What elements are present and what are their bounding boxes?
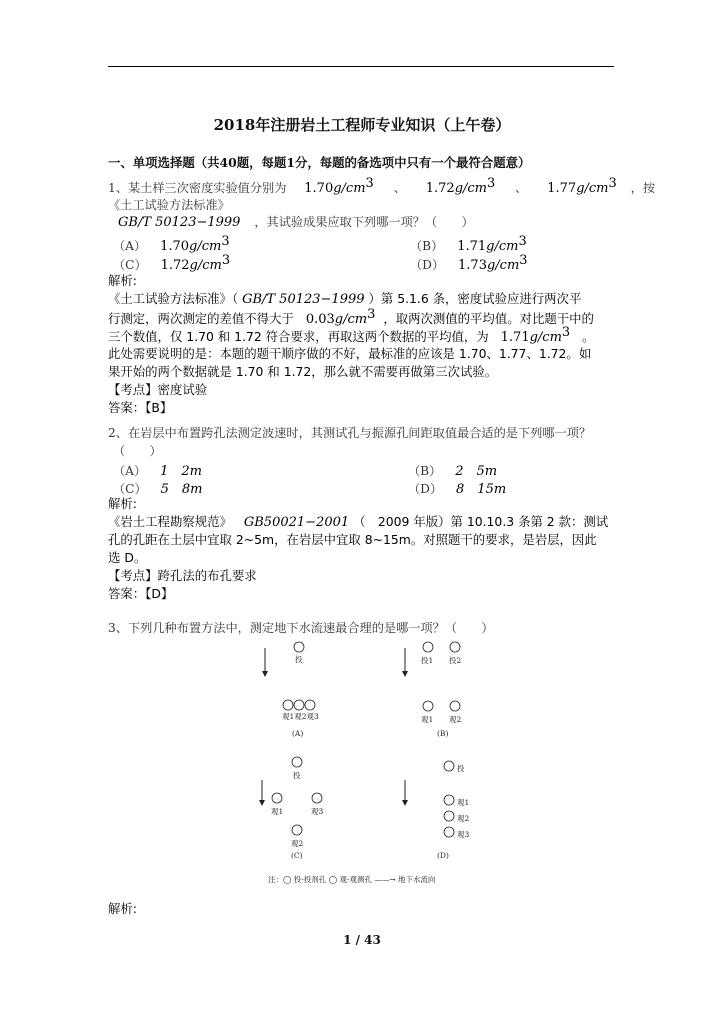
q1-value-3: 1.77 (547, 181, 577, 197)
q3-b-ctrl1-circle (423, 642, 433, 652)
q3-c-obs3-circle (312, 793, 322, 803)
q1-sep-1: 、 (393, 181, 406, 196)
q1-option-b-unit: g/cm (486, 239, 519, 255)
q3-c-obs1-label: 观1 (271, 807, 284, 816)
q1-option-b-sup: 3 (518, 234, 527, 249)
q1-analysis-line5: 果开始的两个数据就是 1.70 和 1.72，那么就不需要再做第三次试验。 (108, 364, 498, 379)
q3-c-obs3-label: 观3 (311, 807, 324, 816)
q3-b-obs2-label: 观2 (449, 715, 462, 724)
q1-option-c-sup: 3 (221, 253, 231, 268)
q1-stem-b: ，其试验成果应取下列哪一项？（ ） (254, 215, 474, 229)
q1-option-d-unit: g/cm (486, 258, 520, 274)
q2-paren: （ ） (113, 444, 162, 458)
q1-a3-value: 1.71 (500, 330, 530, 346)
q1-sup-1: 3 (365, 176, 374, 191)
q3-d-obs3-label: 观3 (457, 830, 470, 839)
q1-option-c-value: 1.72 (160, 258, 190, 274)
q1-a2-unit: g/cm (334, 312, 368, 328)
q1-value-1: 1.70 (304, 181, 334, 197)
q2-option-a-label: （A） (113, 464, 147, 478)
q1-a2-pre: 行测定，两次测定的差值不得大于 (108, 311, 294, 327)
q2-analysis-label: 解析: (108, 496, 137, 511)
q3-b-ctrl2-circle (450, 642, 460, 652)
q1-sep-2: 、 (515, 181, 528, 196)
q3-b-obs2-circle (450, 701, 460, 711)
q1-a2-post: ，取两次测值的平均值。对比题干中的 (383, 311, 594, 327)
q3-d-ctrl-label: 投 (457, 764, 465, 773)
q1-option-a-sup: 3 (221, 234, 230, 249)
q1-option-d-label: （D） (410, 258, 445, 273)
q1-analysis-line4: 此处需要说明的是：本题的题干顺序做的不好，最标准的应该是 1.70、1.77、1.72。如 (108, 346, 592, 361)
q1-option-c-label: （C） (113, 258, 147, 273)
q1-option-b-label: （B） (410, 239, 444, 254)
q1-stem-tail: ，按 (630, 181, 656, 196)
page-title: 2018年注册岩土工程师专业知识（上午卷） (213, 116, 511, 134)
q3-c-ctrl-circle (292, 757, 302, 767)
q2-a1-pre: 《岩土工程勘察规范》 (108, 514, 232, 529)
q1-unit-3: g/cm (576, 181, 609, 197)
q1-stem-text: 1、某土样三次密度实验值分别为 (108, 181, 287, 196)
q3-a-caption: (A) (292, 729, 304, 738)
q1-option-a-unit: g/cm (189, 239, 222, 255)
q3-stem: 3、下列几种布置方法中，测定地下水流速最合理的是哪一项？（ ） (108, 621, 494, 635)
q2-analysis-line2: 孔的孔距在土层中宜取 2~5m，在岩层中宜取 8~15m。对照题干的要求，是岩层，因此 (108, 532, 597, 547)
q1-a3-post: 。 (582, 329, 595, 345)
q3-a-obs-labels: 观1观2观3 (282, 712, 319, 721)
q2-a1-post: （ 2009 年版）第 10.10.3 条第 2 款：测试 (353, 514, 609, 529)
q3-b-caption: (B) (437, 729, 449, 738)
q2-stem: 2、在岩层中布置跨孔法测定波速时，其测试孔与振源孔间距取值最合适的是下列哪一项？ (108, 426, 592, 440)
q1-sup-2: 3 (487, 176, 496, 191)
q1-a1-code: GB/T 50123−1999 (242, 292, 365, 307)
q3-c-obs1-circle (272, 793, 282, 803)
q3-c-ctrl-label: 投 (293, 771, 301, 780)
q3-c-obs2-label: 观2 (291, 839, 304, 848)
q3-d-obs2-label: 观2 (457, 814, 470, 823)
q1-a2-value: 0.03 (305, 312, 335, 328)
q2-option-d-label: （D） (408, 482, 443, 496)
q1-option-a-value: 1.70 (160, 239, 190, 255)
q3-a-ctrl-label: 投 (295, 655, 303, 664)
q1-value-2: 1.72 (425, 181, 455, 197)
q2-answer: 答案：【D】 (108, 586, 174, 601)
q3-c-caption: (C) (291, 851, 303, 860)
q1-sup-3: 3 (608, 176, 617, 191)
q1-answer: 答案：【B】 (108, 400, 173, 415)
q1-unit-1: g/cm (333, 181, 366, 197)
q3-b-ctrl1-label: 投1 (421, 656, 434, 665)
q1-option-c-unit: g/cm (189, 258, 222, 274)
q3-a-ctrl-circle (294, 642, 304, 652)
q3-a-obs3-circle (305, 700, 315, 710)
q1-option-d-value: 1.73 (458, 258, 487, 274)
page-number: 1 / 43 (343, 933, 381, 947)
q3-d-caption: (D) (437, 851, 449, 860)
q2-option-c-label: （C） (113, 482, 147, 496)
q3-a-obs2-circle (294, 700, 304, 710)
q2-option-b-label: （B） (408, 464, 442, 478)
q1-a2-sup: 3 (367, 307, 376, 322)
q3-d-obs1-label: 观1 (457, 798, 470, 807)
section-heading: 一、单项选择题（共40题，每题1分，每题的备选项中只有一个最符合题意） (108, 155, 531, 170)
q1-a1-post: ）第 5.1.6 条，密度试验应进行两次平 (368, 291, 582, 306)
q1-a1-pre: 《土工试验方法标准》（ (108, 291, 239, 306)
q1-std-code: GB/T 50123−1999 (118, 215, 241, 230)
q2-option-a-value: 1 2m (160, 464, 202, 479)
q2-option-b-value: 2 5m (455, 464, 498, 479)
q1-std-name: 《土工试验方法标准》 (108, 198, 230, 212)
q1-a3-pre: 三个数值，仅 1.70 和 1.72 符合要求，再取这两个数据的平均值，为 (108, 329, 489, 345)
q2-key-point: 【考点】跨孔法的布孔要求 (108, 568, 257, 583)
q1-unit-2: g/cm (454, 181, 488, 197)
q3-b-obs1-circle (423, 701, 433, 711)
q1-option-b-value: 1.71 (457, 239, 487, 255)
q2-a1-code: GB50021−2001 (243, 515, 350, 530)
q3-d-obs3-circle (444, 827, 454, 837)
q1-key-point: 【考点】密度试验 (108, 382, 208, 397)
q3-c-obs2-circle (292, 825, 302, 835)
q3-a-obs1-circle (283, 700, 293, 710)
q3-b-ctrl2-label: 投2 (449, 656, 462, 665)
q1-analysis-label: 解析: (108, 273, 137, 288)
q3-d-obs1-circle (444, 795, 454, 805)
q1-option-a-label: （A） (113, 239, 147, 254)
q3-d-ctrl-circle (444, 761, 454, 771)
q1-a3-sup: 3 (561, 325, 571, 340)
q2-analysis-line3: 选 D。 (108, 550, 147, 565)
q2-option-d-value: 8 15m (456, 482, 507, 497)
q3-d-obs2-circle (444, 811, 454, 821)
q2-option-c-value: 5 8m (160, 482, 203, 497)
q3-analysis-label: 解析: (108, 901, 137, 916)
q1-option-d-sup: 3 (519, 253, 528, 268)
q1-a3-unit: g/cm (529, 330, 562, 346)
q3-legend: 注：◯ 投-投剂孔 ◯ 观-观测孔 ——→ 地下水流向 (268, 875, 436, 884)
q3-b-obs1-label: 观1 (421, 715, 434, 724)
